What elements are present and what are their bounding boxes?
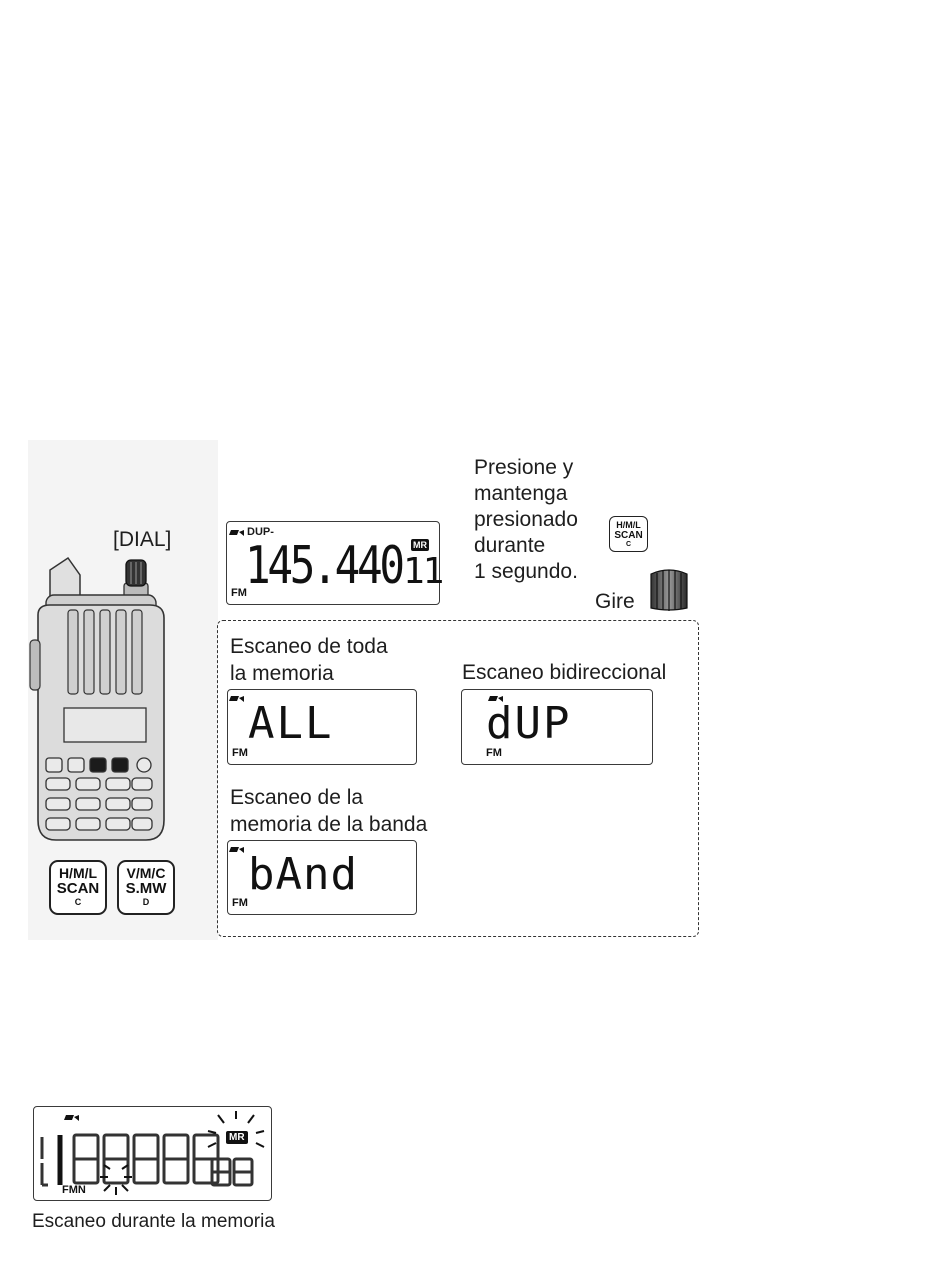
mode-label: FM [231,587,247,599]
instruction-text [474,455,578,585]
mr-badge: MR [413,540,427,550]
dup-scan-label: Escaneo bidireccional [462,661,667,684]
key-line3: C [74,897,82,907]
dup-scan-display[interactable] [461,689,653,765]
instruction-line: 1 segundo. [474,560,578,583]
channel-readout: 11 [403,551,443,592]
band-scan-label-1: Escaneo de la [230,786,364,809]
key-line1: H/M/L [58,865,98,881]
key-line2: SCAN [614,530,643,541]
display-text: ALL [248,698,334,749]
main-lcd-display [226,521,443,605]
all-scan-display[interactable] [227,689,417,765]
mode-label: FMN [62,1184,86,1196]
mode-label: FM [232,747,248,759]
key-line3: D [142,897,150,907]
key-line2: S.MW [125,880,167,897]
vmc-smw-key[interactable] [117,860,175,915]
band-scan-label-2: memoria de la banda [230,813,428,836]
scanning-caption: Escaneo durante la memoria [32,1211,275,1232]
display-text: dUP [486,698,572,749]
key-line1: H/M/L [616,520,641,530]
mode-label: FM [486,747,502,759]
all-scan-label-2: la memoria [230,662,334,685]
display-text: bAnd [248,849,358,900]
band-scan-display[interactable] [227,840,417,915]
frequency-readout: 145.440 [245,536,402,596]
mr-badge: MR [226,1131,248,1144]
mode-label: FM [232,897,248,909]
instruction-line: mantenga [474,482,568,505]
key-line3: C [625,541,632,548]
instruction-line: durante [474,534,546,557]
dial-label: [DIAL] [113,528,172,551]
duplex-indicator: DUP- [247,526,274,538]
key-line1: V/M/C [126,865,166,881]
dial-knob-icon [647,566,691,612]
scanning-lcd-display [33,1106,272,1201]
instruction-line: presionado [474,508,578,531]
turn-label: Gire [595,590,635,613]
hml-scan-key-icon [609,516,648,552]
instruction-line: Presione y [474,456,574,479]
all-scan-label-1: Escaneo de toda [230,635,388,658]
hml-scan-key[interactable] [49,860,107,915]
key-line2: SCAN [56,880,100,897]
